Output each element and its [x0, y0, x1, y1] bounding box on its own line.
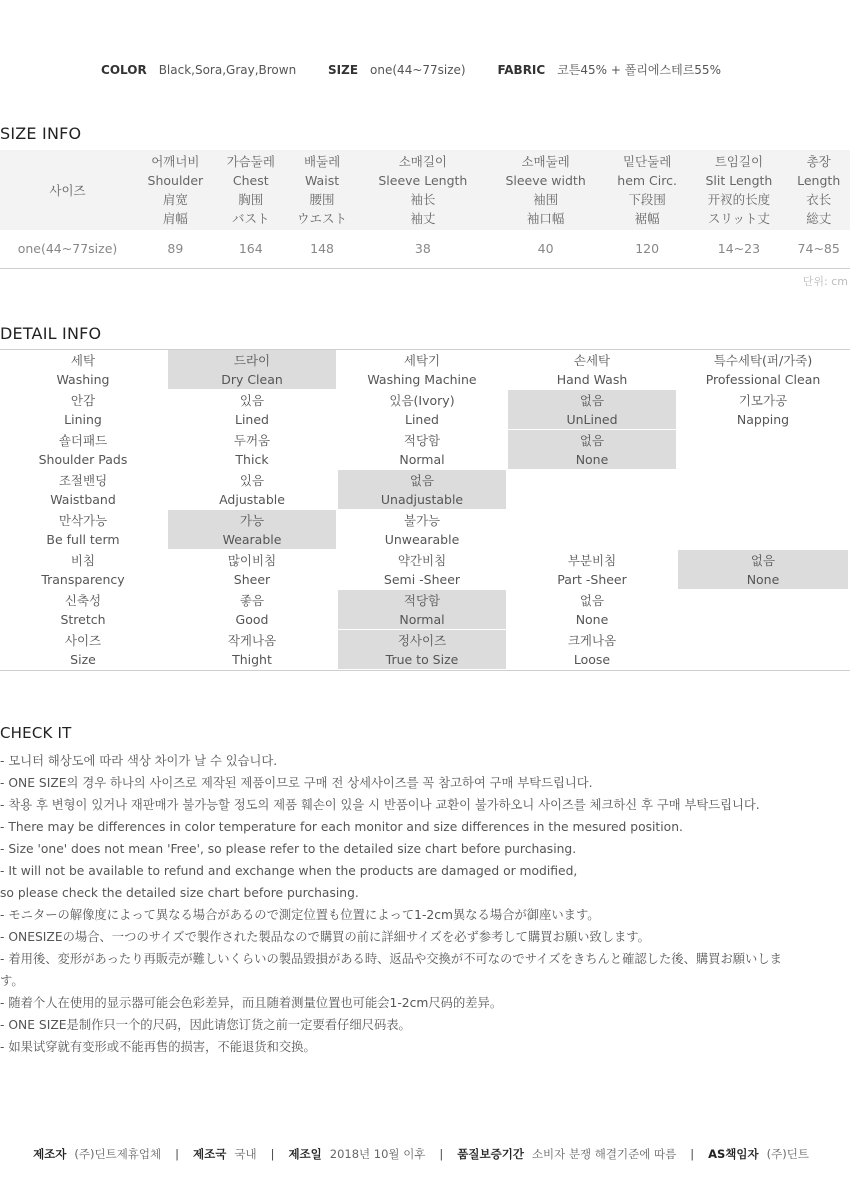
detail-option-line: 부분비침 [567, 552, 617, 568]
check-it-line: - 随着个人在使用的显示器可能会色彩差异，而且随着测量位置也可能会1-2cm尺码的差异。 [0, 996, 503, 1010]
detail-option-line: Thight [232, 651, 272, 667]
detail-option [508, 470, 678, 510]
size-header-line: 총장 [806, 154, 831, 169]
detail-option [678, 630, 850, 670]
size-column-header [216, 150, 286, 230]
size-header-line: 肩幅 [162, 211, 188, 226]
detail-option-line: UnLined [566, 411, 618, 427]
detail-option-line: Professional Clean [705, 371, 821, 387]
detail-option-line: Part -Sheer [557, 571, 627, 587]
size-column-header [787, 150, 850, 230]
footer-separator: | [439, 1147, 444, 1161]
detail-row-label [0, 390, 168, 430]
check-it-line: - 착용 후 변형이 있거나 재판매가 불가능할 정도의 제품 훼손이 있을 시 반품이나 교환이 불가하오니 사이즈를 체크하신 후 구매 부탁드립니다. [0, 798, 760, 812]
detail-option-line: 기모가공 [738, 392, 788, 408]
size-header-line: 袖长 [410, 192, 436, 207]
detail-option-line: 세탁기 [403, 352, 441, 368]
size-column-header [487, 150, 603, 230]
detail-option-line: Normal [399, 451, 445, 467]
check-it-line: - 모니터 해상도에 따라 색상 차이가 날 수 있습니다. [0, 754, 278, 768]
detail-label-line: 신축성 [64, 592, 102, 608]
detail-option-line: 있음 [239, 472, 265, 488]
product-footer-info [0, 1146, 850, 1162]
color-value: Black,Sora,Gray,Brown [158, 63, 297, 77]
detail-label-line: Size [70, 651, 96, 667]
detail-row-label [0, 630, 168, 670]
size-header-line: 어깨너비 [151, 154, 200, 169]
size-column-header [135, 150, 216, 230]
size-header-line: 소매길이 [398, 154, 447, 169]
check-it-line: - It will not be available to refund and exchange when the products are damaged or modified, [0, 864, 578, 878]
size-header-line: 裾幅 [634, 211, 660, 226]
footer-value: (주)딘트제휴업체 [74, 1147, 162, 1161]
footer-label: 제조자 [33, 1147, 67, 1161]
detail-option-line: Adjustable [219, 491, 285, 507]
detail-option-line: 특수세탁(퍼/가죽) [713, 352, 813, 368]
detail-row [0, 430, 850, 470]
detail-option [338, 510, 508, 550]
detail-label-line: Waistband [50, 491, 116, 507]
size-info-title: SIZE INFO [0, 124, 82, 143]
detail-option-selected [168, 510, 338, 550]
detail-row [0, 470, 850, 510]
detail-info-title: DETAIL INFO [0, 324, 102, 343]
detail-option [338, 430, 508, 470]
color-label: COLOR [101, 63, 147, 77]
detail-option [508, 550, 678, 590]
detail-option [678, 470, 850, 510]
detail-option-line: 없음 [579, 432, 605, 448]
detail-row [0, 510, 850, 550]
detail-option-line: Unadjustable [380, 491, 464, 507]
check-it-line: - Size 'one' does not mean 'Free', so please refer to the detailed size chart before purchasing. [0, 842, 577, 856]
check-it-line: - 着用後、変形があったり再販売が難しいくらいの製品毀損がある時、返品や交換が不可なのでサイズをきちんと確認した後、購買お願いしま [0, 952, 782, 966]
detail-label-line: 비침 [70, 552, 96, 568]
detail-label-line: Be full term [46, 531, 120, 547]
detail-option-line: Good [235, 611, 269, 627]
size-header-line: Chest [232, 173, 269, 188]
detail-row-label [0, 350, 168, 390]
detail-option-selected [338, 590, 508, 630]
detail-option-line: 정사이즈 [397, 632, 447, 648]
footer-value: 2018년 10월 이후 [329, 1147, 426, 1161]
size-value: one(44~77size) [370, 63, 466, 77]
check-it-line: so please check the detailed size chart before purchasing. [0, 886, 359, 900]
detail-option-line: 드라이 [233, 352, 271, 368]
detail-option-line: 없음 [750, 552, 776, 568]
detail-table [0, 349, 850, 671]
detail-row [0, 350, 850, 390]
size-header-line: 트임길이 [714, 154, 764, 169]
detail-option [168, 630, 338, 670]
detail-option-line: Lined [235, 411, 269, 427]
detail-option-line: 없음 [409, 472, 435, 488]
check-it-notes [0, 750, 850, 1058]
detail-option [168, 590, 338, 630]
size-value-cell: 120 [604, 230, 691, 268]
detail-label-line: 만삭가능 [58, 512, 108, 528]
size-header-line: 腰围 [309, 192, 335, 207]
detail-option-line: 좋음 [239, 592, 265, 608]
check-it-line: - ONE SIZE의 경우 하나의 사이즈로 제작된 제품이므로 구매 전 상세사이즈를 꼭 참고하여 구매 부탁드립니다. [0, 776, 593, 790]
footer-separator: | [690, 1147, 695, 1161]
detail-label-line: Lining [64, 411, 102, 427]
detail-option-line: 가능 [239, 512, 265, 528]
size-name: one(44~77size) [0, 230, 135, 268]
size-header-line: Sleeve width [505, 173, 586, 188]
size-header-line: 衣长 [806, 192, 832, 207]
detail-option-line: Washing Machine [367, 371, 477, 387]
detail-label-line: 안감 [70, 392, 96, 408]
detail-option [508, 350, 678, 390]
size-header-line: 肩宽 [162, 192, 188, 207]
detail-option-line: None [746, 571, 780, 587]
detail-row [0, 590, 850, 630]
detail-option [678, 430, 850, 470]
detail-option-line: Normal [399, 611, 445, 627]
size-header-line: Slit Length [705, 173, 773, 188]
size-header-line: バスト [232, 211, 270, 226]
detail-label-line: 세탁 [70, 352, 96, 368]
fabric-label: FABRIC [497, 63, 546, 77]
detail-option [678, 510, 850, 550]
detail-option-line: Napping [736, 411, 790, 427]
detail-option [678, 350, 850, 390]
detail-option [168, 390, 338, 430]
detail-option-line: Lined [405, 411, 439, 427]
size-header-line: hem Circ. [617, 173, 677, 188]
detail-option [338, 350, 508, 390]
detail-option-line: Dry Clean [221, 371, 283, 387]
detail-option [168, 470, 338, 510]
detail-option-line: 손세탁 [573, 352, 611, 368]
detail-option-line: 있음(Ivory) [389, 392, 455, 408]
size-header-line: 胸围 [238, 192, 264, 207]
detail-option [338, 390, 508, 430]
size-row-label: 사이즈 [0, 150, 135, 230]
detail-label-line: Transparency [41, 571, 125, 587]
size-column-header [604, 150, 691, 230]
detail-option [508, 510, 678, 550]
detail-option [508, 590, 678, 630]
detail-option-line: 많이비침 [227, 552, 277, 568]
detail-option-line: 약간비침 [397, 552, 447, 568]
size-header-line: 袖丈 [410, 211, 436, 226]
check-it-title: CHECK IT [0, 724, 72, 742]
detail-option-line: Unwearable [384, 531, 460, 547]
detail-row [0, 390, 850, 430]
detail-option-selected [338, 470, 508, 510]
size-header-line: 가슴둘레 [226, 154, 275, 169]
size-value-cell: 38 [358, 230, 487, 268]
detail-option-selected [678, 550, 850, 590]
detail-option-line: 적당함 [403, 592, 441, 608]
detail-option-line: Sheer [233, 571, 271, 587]
size-value-cell: 89 [135, 230, 216, 268]
detail-option-line: 두꺼움 [233, 432, 271, 448]
detail-option-line: Wearable [222, 531, 282, 547]
detail-option-line: None [575, 611, 609, 627]
detail-option-line: Loose [573, 651, 611, 667]
check-it-line: - ONESIZEの場合、一つのサイズで製作された製品なので購買の前に詳細サイズを必ず参考して購買お願い致します。 [0, 930, 650, 944]
footer-label: 제조국 [193, 1147, 227, 1161]
detail-label-line: Washing [56, 371, 110, 387]
detail-option-line: 크게나옴 [567, 632, 617, 648]
detail-row [0, 550, 850, 590]
size-value-cell: 164 [216, 230, 286, 268]
size-table [0, 150, 850, 269]
detail-option-line: True to Size [385, 651, 459, 667]
detail-option-selected [508, 390, 678, 430]
detail-option-selected [338, 630, 508, 670]
detail-option-selected [508, 430, 678, 470]
detail-option-line: 없음 [579, 392, 605, 408]
size-header-line: Waist [305, 173, 340, 188]
detail-option [168, 550, 338, 590]
size-header-line: 배둘레 [303, 154, 341, 169]
size-header-line: Sleeve Length [378, 173, 468, 188]
detail-label-line: Stretch [60, 611, 106, 627]
detail-option [508, 630, 678, 670]
size-column-header [358, 150, 487, 230]
size-header-line: スリット丈 [707, 211, 770, 226]
size-header-line: 소매둘레 [521, 154, 570, 169]
size-value-cell: 148 [286, 230, 359, 268]
check-it-line: す。 [0, 974, 24, 988]
detail-label-line: 조절밴딩 [58, 472, 108, 488]
check-it-line: - 如果试穿就有变形或不能再售的损害，不能退货和交换。 [0, 1040, 316, 1054]
unit-label: 단위: cm [802, 275, 848, 288]
detail-option [338, 550, 508, 590]
detail-option-line: Hand Wash [556, 371, 628, 387]
size-value-cell: 74~85 [787, 230, 850, 268]
size-value-cell: 14~23 [690, 230, 787, 268]
detail-row-label [0, 470, 168, 510]
size-header-line: 开衩的长度 [707, 192, 771, 207]
detail-option-line: 있음 [239, 392, 265, 408]
detail-row-label [0, 430, 168, 470]
size-column-header [690, 150, 787, 230]
footer-separator: | [175, 1147, 180, 1161]
fabric-value: 코튼45% + 폴리에스테르55% [557, 63, 721, 77]
detail-option-line: Semi -Sheer [383, 571, 461, 587]
detail-option-line: None [575, 451, 609, 467]
size-header-line: ウエスト [297, 211, 348, 226]
detail-option-selected [168, 350, 338, 390]
size-column-header [286, 150, 359, 230]
size-header-line: 袖口幅 [526, 211, 565, 226]
footer-value: (주)딘트 [766, 1147, 809, 1161]
size-header-line: 袖围 [533, 192, 559, 207]
detail-option [678, 390, 850, 430]
size-table-header-row [0, 150, 850, 230]
detail-option-line: 불가능 [403, 512, 441, 528]
detail-label-line: 사이즈 [64, 632, 102, 648]
detail-row-label [0, 510, 168, 550]
detail-option [678, 590, 850, 630]
footer-separator: | [270, 1147, 275, 1161]
detail-row [0, 630, 850, 670]
footer-label: 품질보증기간 [457, 1147, 524, 1161]
product-summary [0, 61, 850, 78]
size-table-value-row [0, 230, 850, 268]
footer-label: AS책임자 [708, 1147, 759, 1161]
detail-option [168, 430, 338, 470]
detail-row-label [0, 590, 168, 630]
detail-option-line: 작게나옴 [227, 632, 277, 648]
detail-label-line: 숄더패드 [58, 432, 108, 448]
detail-option-line: Thick [235, 451, 269, 467]
footer-label: 제조일 [288, 1147, 322, 1161]
footer-value: 국내 [234, 1147, 257, 1161]
size-header-line: 밑단둘레 [622, 154, 672, 169]
size-label: SIZE [328, 63, 359, 77]
detail-option-line: 없음 [579, 592, 605, 608]
size-value-cell: 40 [487, 230, 603, 268]
detail-option-line: 적당함 [403, 432, 441, 448]
footer-value: 소비자 분쟁 해결기준에 따름 [531, 1147, 677, 1161]
size-header-line: Shoulder [147, 173, 204, 188]
detail-label-line: Shoulder Pads [38, 451, 128, 467]
check-it-line: - モニターの解像度によって異なる場合があるので測定位置も位置によって1-2cm異なる場合が御座います。 [0, 908, 600, 922]
check-it-line: - There may be differences in color temperature for each monitor and size differences in the mesured position. [0, 820, 683, 834]
size-header-line: 下段围 [628, 192, 666, 207]
detail-row-label [0, 550, 168, 590]
check-it-line: - ONE SIZE是制作只一个的尺码，因此请您订货之前一定要看仔细尺码表。 [0, 1018, 411, 1032]
size-header-line: Length [797, 173, 841, 188]
size-header-line: 総丈 [806, 211, 832, 226]
